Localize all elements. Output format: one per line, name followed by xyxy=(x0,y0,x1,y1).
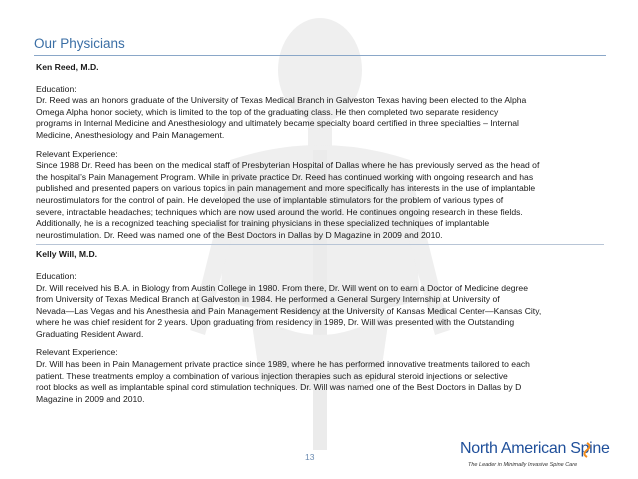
spine-logo-icon xyxy=(580,442,594,458)
logo-text: North American Spine xyxy=(460,440,610,457)
text-line: severe, intractable headaches; techniques which are now used around the world. He continues ongoing research in these fields. xyxy=(36,206,523,217)
education-text xyxy=(36,95,604,141)
education-text xyxy=(36,283,604,341)
text-line: the hospital’s Pain Management Program. While in private practice Dr. Reed has continued working with ongoing research and has xyxy=(36,171,534,182)
text-line: neurostimulators for the control of pain. He developed the use of implantable stimulators for the problem of various types of xyxy=(36,194,504,205)
text-line: Omega Alpha honor society, which is limited to the top of the graduating class. He then completed two separate residency xyxy=(36,106,499,117)
text-line: from University of Texas Medical Branch at Galveston in 1984. He performed a General Surgery Internship at University of xyxy=(36,294,500,305)
text-line: Since 1988 Dr. Reed has been on the medical staff of Presbyterian Hospital of Dallas where he has previously served as the head of xyxy=(36,160,540,171)
physician-ken-reed xyxy=(36,62,604,241)
text-line: published and presented papers on various topics in pain management and more specifically has interests in the use of implantable xyxy=(36,183,536,194)
text-line: patient. These treatments employ a combination of various injection therapies such as epidural steroid injections or selective xyxy=(36,370,508,381)
education-heading: Education: xyxy=(36,83,77,94)
experience-text xyxy=(36,359,604,405)
text-line: Additionally, he is a recognized teaching specialist for training physicians in these specialized techniques of implantable xyxy=(36,218,490,229)
experience-heading: Relevant Experience: xyxy=(36,148,118,159)
education-heading: Education: xyxy=(36,270,77,281)
section-divider xyxy=(36,244,604,245)
text-line: Dr. Reed was an honors graduate of the University of Texas Medical Branch in Galveston Texas having been elected to the Alpha xyxy=(36,95,527,106)
physicians-content xyxy=(36,62,604,405)
text-line: neurostimulation. Dr. Reed was named one of the Best Doctors in Dallas by D Magazine in 2009 and 2010. xyxy=(36,229,443,240)
text-line: Dr. Will received his B.A. in Biology from Austin College in 1980. From there, Dr. Will went on to earn a Doctor of Medicine degree xyxy=(36,282,528,293)
experience-text xyxy=(36,160,604,241)
physician-kelly-will xyxy=(36,249,604,405)
text-line: Medicine, Anesthesiology and Pain Management. xyxy=(36,129,225,140)
text-line: where he was chief resident for 2 years. Upon graduating from residency in 1989, Dr. Will was presented with the Outstanding xyxy=(36,317,515,328)
logo-tagline: The Leader in Minimally Invasive Spine Care xyxy=(468,462,578,468)
north-american-spine-logo xyxy=(460,440,616,474)
title-divider xyxy=(34,55,606,56)
physician-name: Ken Reed, M.D. xyxy=(36,62,99,72)
page-title: Our Physicians xyxy=(34,36,125,51)
text-line: programs in Internal Medicine and Anesthesiology and ultimately became specialty board certified in three specialties – Internal xyxy=(36,118,519,129)
physician-name: Kelly Will, M.D. xyxy=(36,249,98,260)
experience-heading: Relevant Experience: xyxy=(36,347,118,358)
text-line: Dr. Will has been in Pain Management private practice since 1989, where he has performed innovative treatments tailored to each xyxy=(36,359,530,370)
text-line: Nevada—Las Vegas and his Anesthesia and Pain Management Residency at the University of Kansas Medical Center—Kansas City, xyxy=(36,305,542,316)
page-number: 13 xyxy=(305,452,315,462)
text-line: Magazine in 2009 and 2010. xyxy=(36,393,145,404)
text-line: Graduating Resident Award. xyxy=(36,328,144,339)
text-line: root blocks as well as implantable spinal cord stimulation techniques. Dr. Will was named one of the Best Doctors in Dallas by D xyxy=(36,382,522,393)
